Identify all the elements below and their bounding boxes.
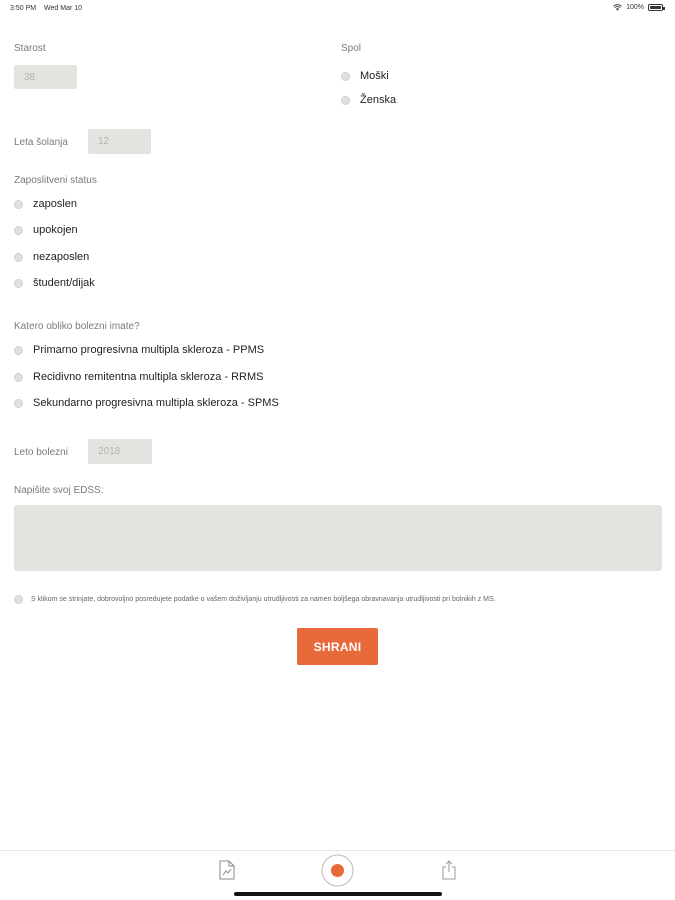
edss-label: Napišite svoj EDSS: — [14, 485, 104, 496]
battery-percent: 100% — [626, 4, 644, 11]
document-chart-icon[interactable] — [216, 858, 238, 882]
wifi-icon — [613, 4, 622, 11]
share-icon[interactable] — [439, 858, 459, 882]
radio-label: študent/dijak — [33, 277, 95, 289]
home-indicator — [234, 892, 442, 896]
status-bar — [0, 0, 675, 18]
record-icon[interactable] — [321, 854, 354, 887]
disease-option-spms[interactable] — [14, 397, 279, 409]
radio-label: upokojen — [33, 224, 78, 236]
radio-label: zaposlen — [33, 198, 78, 210]
save-button[interactable]: SHRANI — [297, 628, 378, 665]
disease-type-label: Katero obliko bolezni imate? — [14, 321, 140, 332]
radio-button[interactable] — [14, 279, 23, 288]
gender-label: Spol — [341, 43, 362, 54]
disease-year-input[interactable]: 2018 — [88, 439, 152, 464]
radio-button[interactable] — [14, 226, 23, 235]
radio-button[interactable] — [14, 346, 23, 355]
consent-row[interactable] — [14, 595, 496, 604]
radio-label: nezaposlen — [33, 251, 90, 263]
gender-option-female[interactable] — [341, 94, 396, 106]
edss-textarea[interactable] — [14, 505, 662, 571]
employment-label: Zaposlitveni status — [14, 175, 97, 186]
consent-text: S klikom se strinjate, dobrovoljno posredujete podatke o vašem doživljanju utrudljivosti za namen boljšega obravnavanja utrudljivosti pri bolnikih z MS. — [31, 596, 496, 603]
age-input[interactable]: 38 — [14, 65, 77, 89]
radio-button[interactable] — [341, 72, 350, 81]
employment-option-student[interactable] — [14, 277, 95, 289]
status-time: 3:50 PM — [10, 5, 37, 12]
gender-option-male[interactable] — [341, 70, 389, 82]
radio-label: Recidivno remitentna multipla skleroza - RRMS — [33, 371, 264, 383]
radio-button[interactable] — [14, 253, 23, 262]
radio-button[interactable] — [14, 200, 23, 209]
radio-label: Sekundarno progresivna multipla skleroza - SPMS — [33, 397, 279, 409]
employment-option-retired[interactable] — [14, 224, 78, 236]
radio-label: Ženska — [360, 94, 397, 106]
consent-checkbox[interactable] — [14, 595, 23, 604]
education-input[interactable]: 12 — [88, 129, 151, 154]
radio-button[interactable] — [14, 399, 23, 408]
radio-button[interactable] — [341, 96, 350, 105]
radio-label: Moški — [360, 70, 389, 82]
disease-year-label: Leto bolezni — [14, 447, 68, 458]
battery-icon — [648, 4, 663, 11]
radio-label: Primarno progresivna multipla skleroza - PPMS — [33, 344, 265, 356]
education-label: Leta šolanja — [14, 137, 68, 148]
disease-option-rrms[interactable] — [14, 371, 263, 383]
employment-option-employed[interactable] — [14, 198, 77, 210]
age-label: Starost — [14, 43, 46, 54]
status-date: Wed Mar 10 — [44, 5, 83, 12]
radio-button[interactable] — [14, 373, 23, 382]
employment-option-unemployed[interactable] — [14, 251, 89, 263]
disease-option-ppms[interactable] — [14, 344, 264, 356]
